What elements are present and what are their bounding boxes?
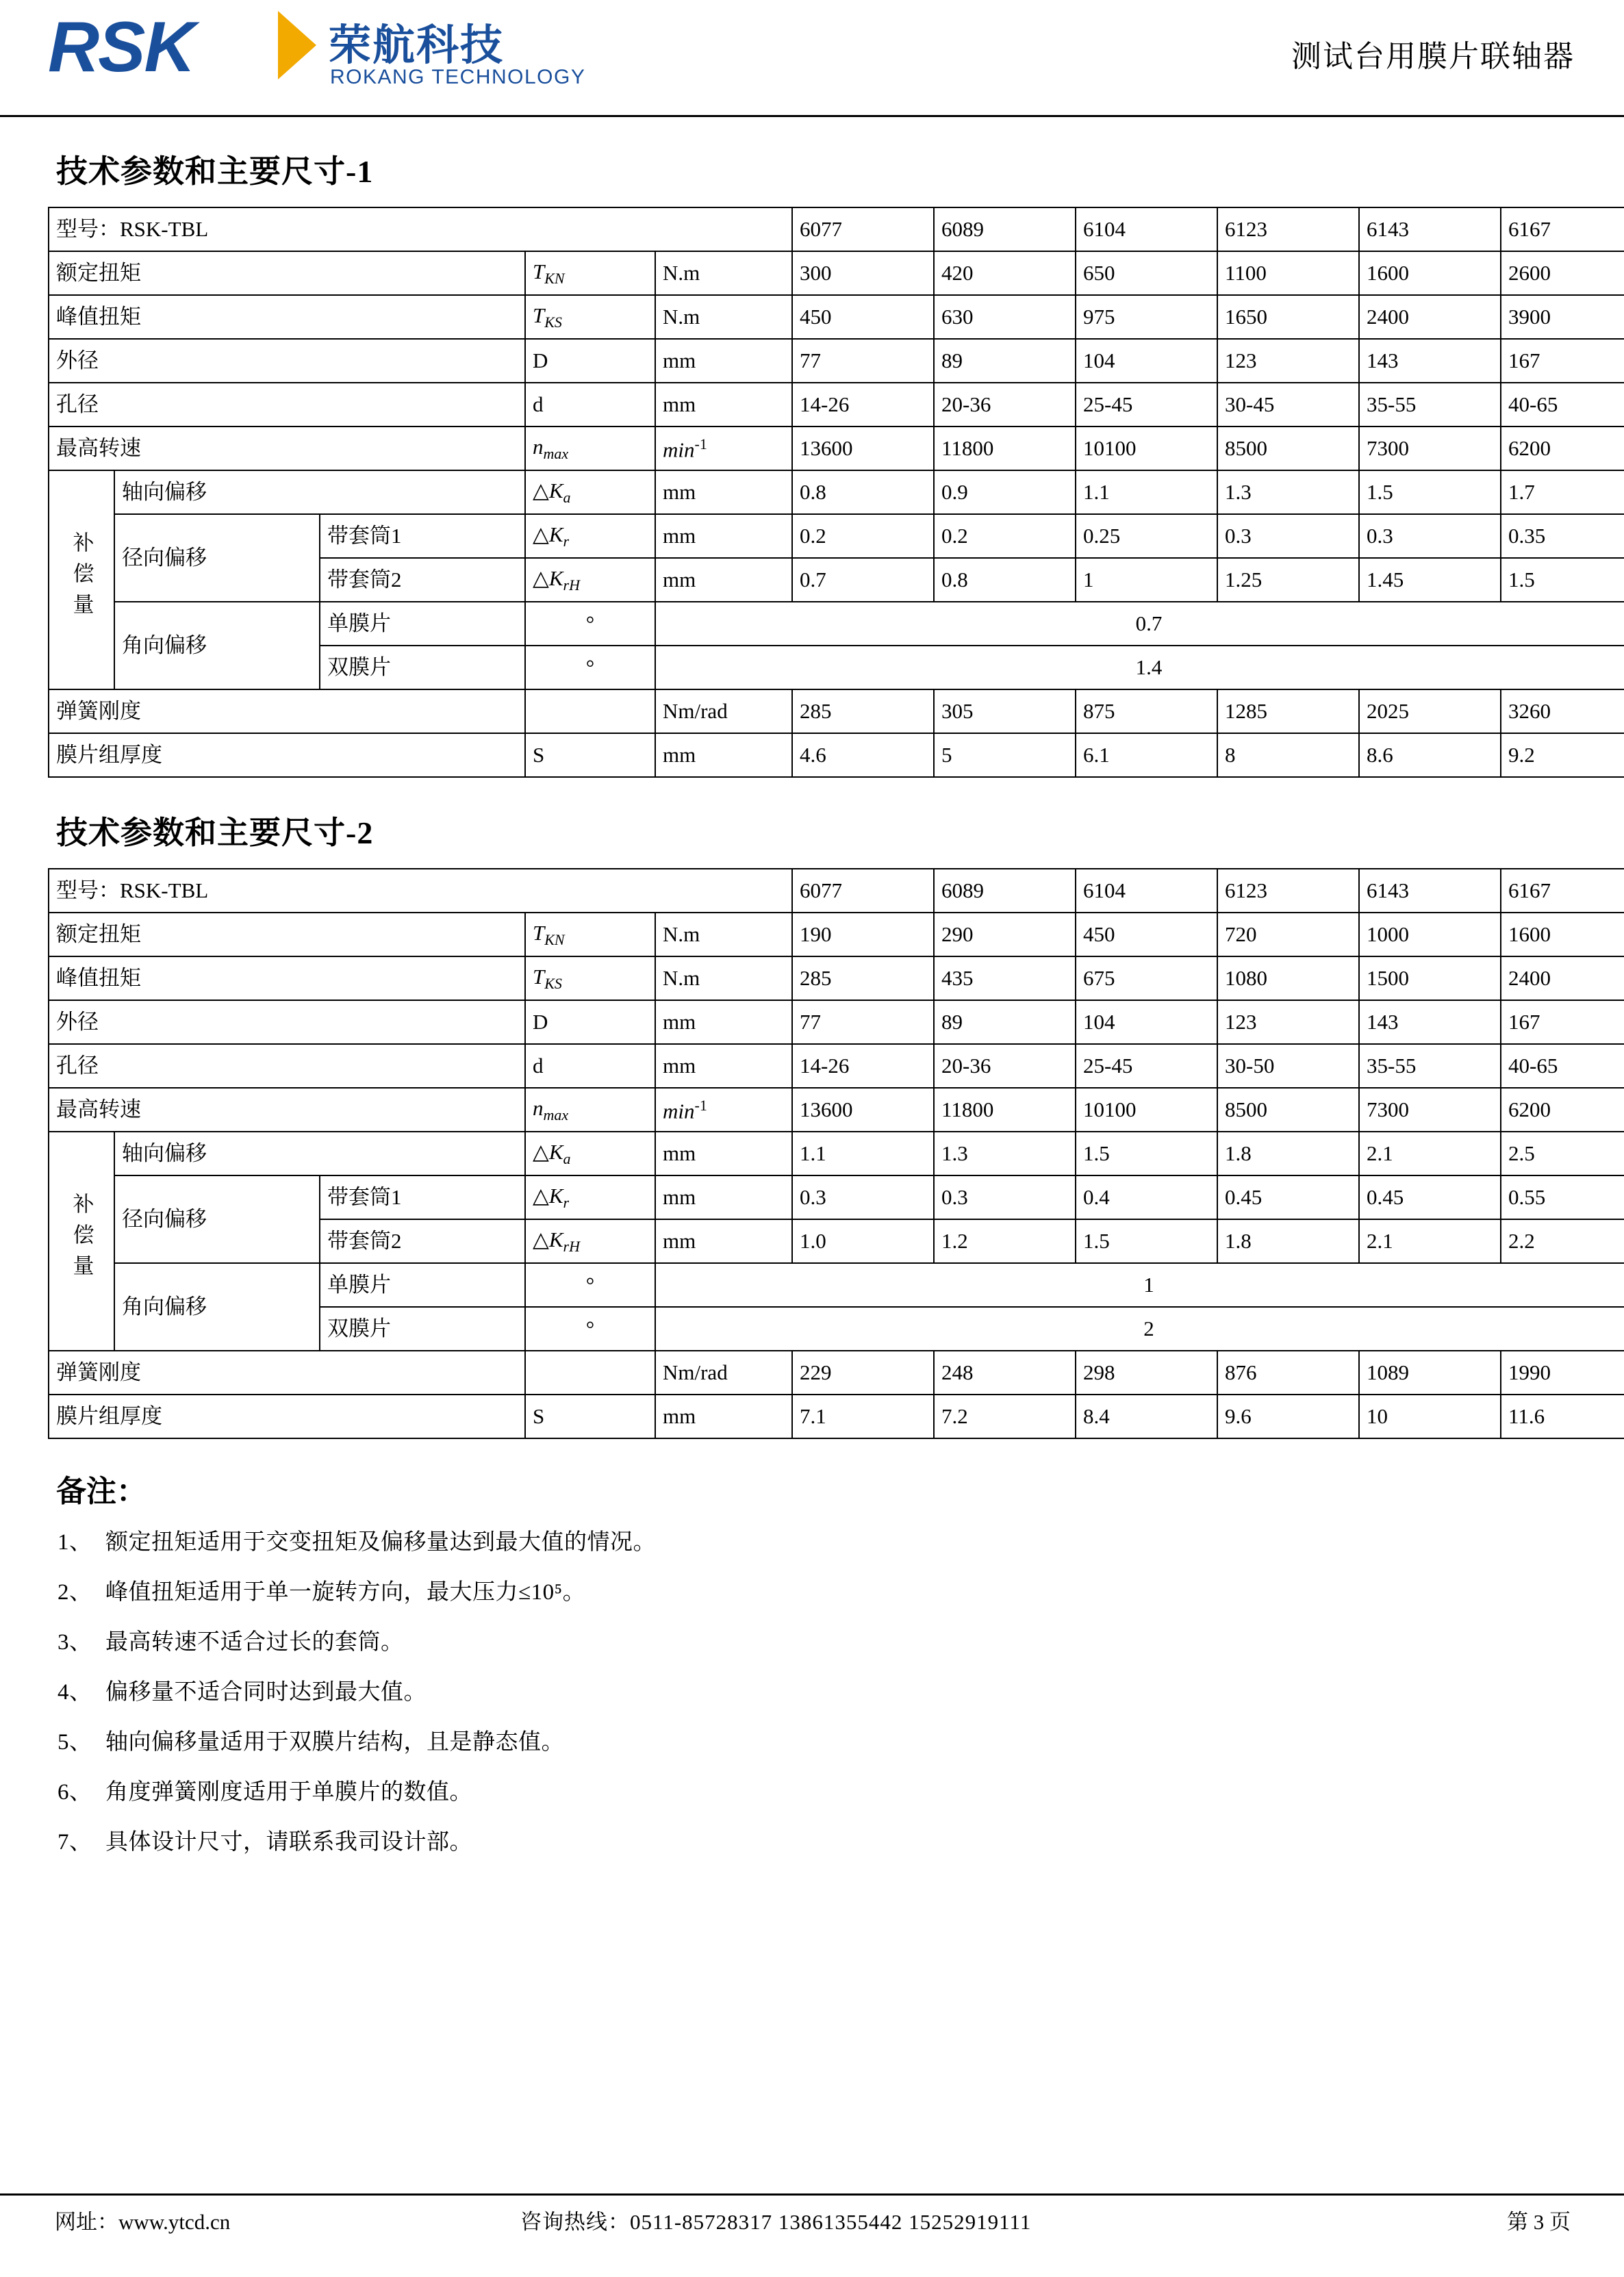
value-cell: 248 xyxy=(934,1351,1076,1395)
value-cell: 1.3 xyxy=(934,1132,1076,1175)
table-row xyxy=(49,1044,1624,1088)
row-sublabel: 带套筒2 xyxy=(320,1219,525,1263)
table-row xyxy=(49,251,1624,295)
table-row xyxy=(49,956,1624,1000)
footer-divider xyxy=(0,2193,1624,2196)
value-cell: 0.2 xyxy=(934,514,1076,558)
value-cell: 1.7 xyxy=(1501,470,1624,514)
value-cell: 3900 xyxy=(1501,295,1624,339)
list-item xyxy=(58,1574,1576,1606)
row-symbol: $\triangle K_r$ xyxy=(525,1175,655,1219)
value-cell: 875 xyxy=(1076,689,1217,733)
list-item xyxy=(58,1724,1576,1756)
table-row xyxy=(49,383,1624,427)
remark-number: 2、 xyxy=(58,1580,92,1605)
row-unit: $\min^{-1}$ xyxy=(655,1088,792,1132)
row-unit: mm xyxy=(655,558,792,602)
value-cell: 20-36 xyxy=(934,383,1076,427)
model-cell: 6123 xyxy=(1217,207,1359,251)
remark-number: 4、 xyxy=(58,1680,92,1705)
value-cell: 35-55 xyxy=(1359,383,1501,427)
value-cell: 11800 xyxy=(934,1088,1076,1132)
remark-text: 最高转速不适合过长的套筒。 xyxy=(105,1630,404,1655)
remarks-list xyxy=(58,1524,1576,1856)
row-label: 最高转速 xyxy=(49,427,525,470)
compensation-group-label: 补偿量 xyxy=(49,1132,114,1351)
company-logo xyxy=(48,7,609,96)
value-cell: 0.3 xyxy=(1217,514,1359,558)
remark-number: 3、 xyxy=(58,1630,92,1655)
value-cell: 167 xyxy=(1501,339,1624,383)
row-label: 额定扭矩 xyxy=(49,251,525,295)
value-cell: 1.25 xyxy=(1217,558,1359,602)
value-cell: 1.45 xyxy=(1359,558,1501,602)
row-sublabel: 带套筒1 xyxy=(320,1175,525,1219)
value-cell: 0.45 xyxy=(1359,1175,1501,1219)
value-cell: 8500 xyxy=(1217,1088,1359,1132)
value-cell: 1650 xyxy=(1217,295,1359,339)
value-cell: 190 xyxy=(792,913,934,956)
value-cell: 89 xyxy=(934,1000,1076,1044)
value-cell: 0.45 xyxy=(1217,1175,1359,1219)
remark-number: 1、 xyxy=(58,1530,92,1555)
value-cell: 2400 xyxy=(1359,295,1501,339)
value-cell: 40-65 xyxy=(1501,1044,1624,1088)
section-title-1: 技术参数和主要尺寸-1 xyxy=(56,154,374,189)
spec-table-1 xyxy=(48,207,1624,778)
value-cell: 14-26 xyxy=(792,383,934,427)
value-cell: 77 xyxy=(792,339,934,383)
value-cell: 104 xyxy=(1076,339,1217,383)
row-symbol: $\triangle K_a$ xyxy=(525,470,655,514)
value-cell: 30-45 xyxy=(1217,383,1359,427)
remark-number: 5、 xyxy=(58,1730,92,1755)
value-cell: 1.5 xyxy=(1076,1132,1217,1175)
value-cell: 3260 xyxy=(1501,689,1624,733)
remarks-title: 备注： xyxy=(56,1475,147,1508)
row-unit: ° xyxy=(525,602,655,646)
row-unit: mm xyxy=(655,733,792,777)
row-label: 孔径 xyxy=(49,1044,525,1088)
value-cell: 8 xyxy=(1217,733,1359,777)
value-cell: 9.6 xyxy=(1217,1395,1359,1438)
row-label: 径向偏移 xyxy=(114,1175,320,1263)
value-cell: 7.1 xyxy=(792,1395,934,1438)
value-cell: 6.1 xyxy=(1076,733,1217,777)
value-cell: 1600 xyxy=(1359,251,1501,295)
value-cell: 40-65 xyxy=(1501,383,1624,427)
value-cell: 1000 xyxy=(1359,913,1501,956)
list-item xyxy=(58,1774,1576,1806)
table-row xyxy=(49,1395,1624,1438)
value-cell: 10 xyxy=(1359,1395,1501,1438)
row-label: 孔径 xyxy=(49,383,525,427)
row-label: 轴向偏移 xyxy=(114,1132,525,1175)
table-row xyxy=(49,1000,1624,1044)
row-unit: mm xyxy=(655,383,792,427)
row-sublabel: 单膜片 xyxy=(320,1263,525,1307)
value-cell: 35-55 xyxy=(1359,1044,1501,1088)
value-cell-merged: 2 xyxy=(655,1307,1624,1351)
value-cell: 300 xyxy=(792,251,934,295)
remark-text: 偏移量不适合同时达到最大值。 xyxy=(105,1680,427,1705)
value-cell: 10100 xyxy=(1076,427,1217,470)
logo-chinese-name: 荣航科技 xyxy=(329,22,505,69)
row-label: 角向偏移 xyxy=(114,602,320,689)
value-cell: 8500 xyxy=(1217,427,1359,470)
value-cell: 0.7 xyxy=(792,558,934,602)
row-symbol: $\triangle K_{rH}$ xyxy=(525,1219,655,1263)
value-cell: 11.6 xyxy=(1501,1395,1624,1438)
table-row xyxy=(49,689,1624,733)
row-label: 膜片组厚度 xyxy=(49,733,525,777)
table-row xyxy=(49,1351,1624,1395)
row-label: 弹簧刚度 xyxy=(49,689,525,733)
value-cell: 14-26 xyxy=(792,1044,934,1088)
table-row xyxy=(49,733,1624,777)
remark-text: 具体设计尺寸，请联系我司设计部。 xyxy=(105,1830,472,1855)
model-cell: 6143 xyxy=(1359,869,1501,913)
row-symbol: $T_{KN}$ xyxy=(525,913,655,956)
table-row xyxy=(49,295,1624,339)
value-cell: 2.1 xyxy=(1359,1219,1501,1263)
document-title: 测试台用膜片联轴器 xyxy=(1291,40,1575,73)
row-unit: mm xyxy=(655,514,792,558)
value-cell: 1990 xyxy=(1501,1351,1624,1395)
row-symbol: D xyxy=(525,339,655,383)
row-label: 峰值扭矩 xyxy=(49,956,525,1000)
model-cell: 6089 xyxy=(934,869,1076,913)
value-cell: 675 xyxy=(1076,956,1217,1000)
row-symbol: d xyxy=(525,1044,655,1088)
value-cell: 285 xyxy=(792,956,934,1000)
remark-text: 轴向偏移量适用于双膜片结构，且是静态值。 xyxy=(105,1730,564,1755)
value-cell: 290 xyxy=(934,913,1076,956)
row-unit: N.m xyxy=(655,295,792,339)
value-cell: 0.3 xyxy=(792,1175,934,1219)
row-unit: N.m xyxy=(655,913,792,956)
value-cell: 0.8 xyxy=(792,470,934,514)
table-row xyxy=(49,514,1624,558)
value-cell: 450 xyxy=(792,295,934,339)
value-cell: 9.2 xyxy=(1501,733,1624,777)
model-cell: 6089 xyxy=(934,207,1076,251)
row-symbol xyxy=(525,689,655,733)
value-cell: 305 xyxy=(934,689,1076,733)
value-cell: 229 xyxy=(792,1351,934,1395)
value-cell: 1285 xyxy=(1217,689,1359,733)
value-cell: 5 xyxy=(934,733,1076,777)
row-sublabel: 双膜片 xyxy=(320,1307,525,1351)
value-cell: 7.2 xyxy=(934,1395,1076,1438)
table-row xyxy=(49,1175,1624,1219)
table-row xyxy=(49,913,1624,956)
row-unit: mm xyxy=(655,1044,792,1088)
row-unit: mm xyxy=(655,1219,792,1263)
value-cell: 6200 xyxy=(1501,427,1624,470)
value-cell: 20-36 xyxy=(934,1044,1076,1088)
value-cell: 1.8 xyxy=(1217,1132,1359,1175)
spec-table-2 xyxy=(48,868,1624,1439)
logo-wedge-icon xyxy=(278,11,316,79)
row-symbol: S xyxy=(525,733,655,777)
value-cell: 1080 xyxy=(1217,956,1359,1000)
value-cell: 285 xyxy=(792,689,934,733)
table-row xyxy=(49,869,1624,913)
value-cell: 1500 xyxy=(1359,956,1501,1000)
value-cell: 2600 xyxy=(1501,251,1624,295)
value-cell: 0.2 xyxy=(792,514,934,558)
value-cell: 435 xyxy=(934,956,1076,1000)
row-symbol: $T_{KN}$ xyxy=(525,251,655,295)
row-unit: mm xyxy=(655,1132,792,1175)
page-footer xyxy=(48,2193,1576,2241)
row-symbol: d xyxy=(525,383,655,427)
table-row xyxy=(49,470,1624,514)
value-cell: 1.5 xyxy=(1359,470,1501,514)
row-symbol: $n_{max}$ xyxy=(525,1088,655,1132)
row-symbol: $\triangle K_a$ xyxy=(525,1132,655,1175)
model-cell: 6104 xyxy=(1076,207,1217,251)
value-cell: 720 xyxy=(1217,913,1359,956)
row-unit: Nm/rad xyxy=(655,689,792,733)
row-symbol: $\triangle K_{rH}$ xyxy=(525,558,655,602)
value-cell: 0.25 xyxy=(1076,514,1217,558)
value-cell: 876 xyxy=(1217,1351,1359,1395)
row-symbol: D xyxy=(525,1000,655,1044)
header-divider xyxy=(0,115,1624,117)
value-cell: 8.6 xyxy=(1359,733,1501,777)
value-cell: 1 xyxy=(1076,558,1217,602)
row-label: 峰值扭矩 xyxy=(49,295,525,339)
value-cell: 4.6 xyxy=(792,733,934,777)
row-label: 径向偏移 xyxy=(114,514,320,602)
value-cell: 630 xyxy=(934,295,1076,339)
row-symbol: $\triangle K_r$ xyxy=(525,514,655,558)
table-row xyxy=(49,1263,1624,1307)
row-label: 弹簧刚度 xyxy=(49,1351,525,1395)
table-row xyxy=(49,427,1624,470)
row-label: 外径 xyxy=(49,339,525,383)
row-symbol: $T_{KS}$ xyxy=(525,956,655,1000)
section-title-2: 技术参数和主要尺寸-2 xyxy=(56,815,374,850)
value-cell: 30-50 xyxy=(1217,1044,1359,1088)
value-cell: 1.5 xyxy=(1076,1219,1217,1263)
value-cell: 1.5 xyxy=(1501,558,1624,602)
footer-hotline: 咨询热线：0511-85728317 13861355442 15252919111 xyxy=(520,2210,1032,2234)
compensation-group-label: 补偿量 xyxy=(49,470,114,689)
model-label: 型号：RSK-TBL xyxy=(49,207,792,251)
model-cell: 6123 xyxy=(1217,869,1359,913)
value-cell: 1600 xyxy=(1501,913,1624,956)
row-unit: mm xyxy=(655,339,792,383)
value-cell: 8.4 xyxy=(1076,1395,1217,1438)
row-unit: ° xyxy=(525,646,655,689)
value-cell: 123 xyxy=(1217,1000,1359,1044)
value-cell-merged: 1 xyxy=(655,1263,1624,1307)
value-cell: 77 xyxy=(792,1000,934,1044)
value-cell: 89 xyxy=(934,339,1076,383)
row-unit: mm xyxy=(655,1175,792,1219)
row-unit: mm xyxy=(655,1000,792,1044)
list-item xyxy=(58,1824,1576,1856)
row-unit: mm xyxy=(655,470,792,514)
row-unit: N.m xyxy=(655,956,792,1000)
value-cell: 450 xyxy=(1076,913,1217,956)
row-label: 外径 xyxy=(49,1000,525,1044)
value-cell: 1.8 xyxy=(1217,1219,1359,1263)
value-cell: 0.35 xyxy=(1501,514,1624,558)
row-symbol: $T_{KS}$ xyxy=(525,295,655,339)
value-cell: 2.2 xyxy=(1501,1219,1624,1263)
table-row xyxy=(49,1132,1624,1175)
value-cell: 420 xyxy=(934,251,1076,295)
remark-number: 6、 xyxy=(58,1780,92,1805)
value-cell: 0.55 xyxy=(1501,1175,1624,1219)
value-cell: 1.1 xyxy=(1076,470,1217,514)
value-cell: 1089 xyxy=(1359,1351,1501,1395)
value-cell: 2400 xyxy=(1501,956,1624,1000)
value-cell: 0.3 xyxy=(1359,514,1501,558)
logo-rsk-text: RSK xyxy=(48,8,194,87)
value-cell: 104 xyxy=(1076,1000,1217,1044)
value-cell: 123 xyxy=(1217,339,1359,383)
row-unit: ° xyxy=(525,1307,655,1351)
model-cell: 6167 xyxy=(1501,207,1624,251)
value-cell: 143 xyxy=(1359,339,1501,383)
value-cell: 7300 xyxy=(1359,1088,1501,1132)
value-cell: 0.9 xyxy=(934,470,1076,514)
row-label: 膜片组厚度 xyxy=(49,1395,525,1438)
footer-website[interactable]: 网址：www.ytcd.cn xyxy=(55,2210,231,2234)
row-unit: $\min^{-1}$ xyxy=(655,427,792,470)
row-symbol: $n_{max}$ xyxy=(525,427,655,470)
row-sublabel: 带套筒2 xyxy=(320,558,525,602)
row-label: 最高转速 xyxy=(49,1088,525,1132)
model-label: 型号：RSK-TBL xyxy=(49,869,792,913)
value-cell: 975 xyxy=(1076,295,1217,339)
value-cell: 1.3 xyxy=(1217,470,1359,514)
footer-page-number: 第 3 页 xyxy=(1507,2210,1571,2234)
value-cell: 2.5 xyxy=(1501,1132,1624,1175)
remark-text: 额定扭矩适用于交变扭矩及偏移量达到最大值的情况。 xyxy=(105,1530,656,1555)
model-cell: 6167 xyxy=(1501,869,1624,913)
table-row xyxy=(49,339,1624,383)
row-unit: mm xyxy=(655,1395,792,1438)
value-cell: 7300 xyxy=(1359,427,1501,470)
row-unit: Nm/rad xyxy=(655,1351,792,1395)
value-cell: 0.8 xyxy=(934,558,1076,602)
value-cell: 1.2 xyxy=(934,1219,1076,1263)
value-cell-merged: 1.4 xyxy=(655,646,1624,689)
table-row xyxy=(49,602,1624,646)
value-cell: 2.1 xyxy=(1359,1132,1501,1175)
value-cell: 2025 xyxy=(1359,689,1501,733)
row-label: 额定扭矩 xyxy=(49,913,525,956)
value-cell: 11800 xyxy=(934,427,1076,470)
value-cell: 6200 xyxy=(1501,1088,1624,1132)
row-sublabel: 单膜片 xyxy=(320,602,525,646)
row-unit: N.m xyxy=(655,251,792,295)
row-sublabel: 双膜片 xyxy=(320,646,525,689)
value-cell: 0.3 xyxy=(934,1175,1076,1219)
value-cell: 167 xyxy=(1501,1000,1624,1044)
value-cell: 0.4 xyxy=(1076,1175,1217,1219)
value-cell: 1.1 xyxy=(792,1132,934,1175)
model-cell: 6077 xyxy=(792,869,934,913)
row-symbol xyxy=(525,1351,655,1395)
value-cell: 1100 xyxy=(1217,251,1359,295)
row-unit: ° xyxy=(525,1263,655,1307)
table-row xyxy=(49,1088,1624,1132)
list-item xyxy=(58,1524,1576,1556)
value-cell: 1.0 xyxy=(792,1219,934,1263)
model-cell: 6077 xyxy=(792,207,934,251)
row-label: 轴向偏移 xyxy=(114,470,525,514)
model-cell: 6104 xyxy=(1076,869,1217,913)
page-header xyxy=(48,0,1576,116)
value-cell-merged: 0.7 xyxy=(655,602,1624,646)
value-cell: 25-45 xyxy=(1076,1044,1217,1088)
value-cell: 10100 xyxy=(1076,1088,1217,1132)
model-cell: 6143 xyxy=(1359,207,1501,251)
value-cell: 650 xyxy=(1076,251,1217,295)
value-cell: 143 xyxy=(1359,1000,1501,1044)
row-sublabel: 带套筒1 xyxy=(320,514,525,558)
value-cell: 25-45 xyxy=(1076,383,1217,427)
value-cell: 13600 xyxy=(792,1088,934,1132)
row-label: 角向偏移 xyxy=(114,1263,320,1351)
list-item xyxy=(58,1624,1576,1656)
list-item xyxy=(58,1674,1576,1706)
logo-english-name: ROKANG TECHNOLOGY xyxy=(330,66,586,88)
remark-text: 峰值扭矩适用于单一旋转方向，最大压力≤10⁵。 xyxy=(105,1580,586,1605)
value-cell: 298 xyxy=(1076,1351,1217,1395)
remark-number: 7、 xyxy=(58,1830,92,1855)
table-row xyxy=(49,207,1624,251)
value-cell: 13600 xyxy=(792,427,934,470)
remark-text: 角度弹簧刚度适用于单膜片的数值。 xyxy=(105,1780,472,1805)
row-symbol: S xyxy=(525,1395,655,1438)
